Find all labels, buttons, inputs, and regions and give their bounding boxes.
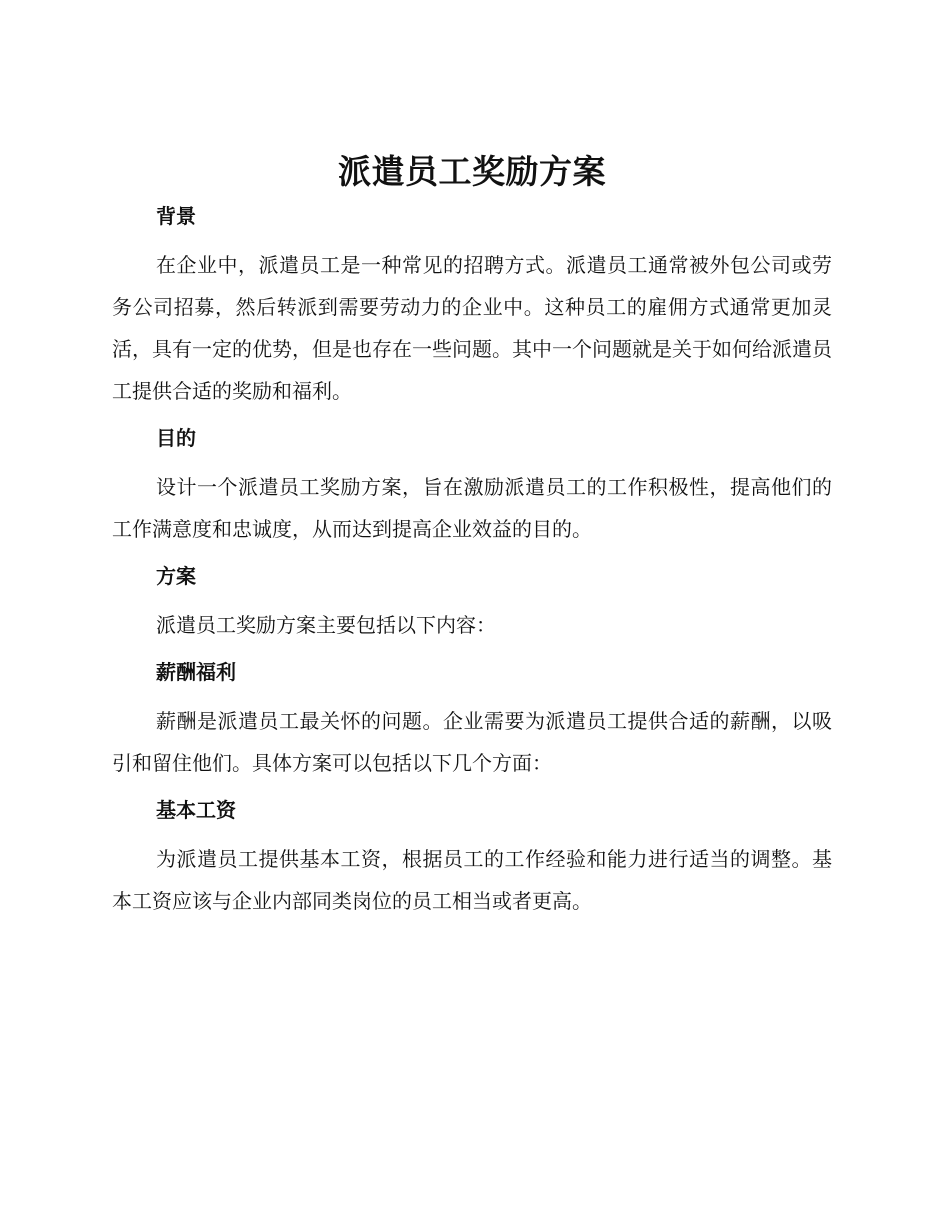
section-background	[112, 202, 832, 424]
document-page	[112, 150, 832, 922]
section-paragraph: 在企业中，派遣员工是一种常见的招聘方式。派遣员工通常被外包公司或劳务公司招募，然后转派到需要劳动力的企业中。这种员工的雇佣方式通常更加灵活，具有一定的优势，但是也存在一些问题。其中一个问题就是关于如何给派遣员工提供合适的奖励和福利。	[112, 253, 832, 403]
section-heading: 薪酬福利	[156, 660, 236, 684]
section-heading: 目的	[156, 426, 196, 450]
section-paragraph: 为派遣员工提供基本工资，根据员工的工作经验和能力进行适当的调整。基本工资应该与企业内部同类岗位的员工相当或者更高。	[112, 847, 832, 913]
section-heading: 方案	[156, 564, 196, 588]
section-heading: 背景	[156, 204, 196, 228]
section-plan	[112, 562, 832, 658]
section-paragraph: 薪酬是派遣员工最关怀的问题。企业需要为派遣员工提供合适的薪酬，以吸引和留住他们。具体方案可以包括以下几个方面：	[112, 709, 832, 775]
section-purpose	[112, 424, 832, 562]
section-compensation	[112, 658, 832, 796]
section-paragraph: 派遣员工奖励方案主要包括以下内容：	[156, 613, 496, 637]
document-title: 派遣员工奖励方案	[338, 152, 606, 191]
section-heading: 基本工资	[156, 798, 236, 822]
section-base-salary	[112, 796, 832, 922]
section-paragraph: 设计一个派遣员工奖励方案，旨在激励派遣员工的工作积极性，提高他们的工作满意度和忠诚度，从而达到提高企业效益的目的。	[112, 475, 832, 541]
